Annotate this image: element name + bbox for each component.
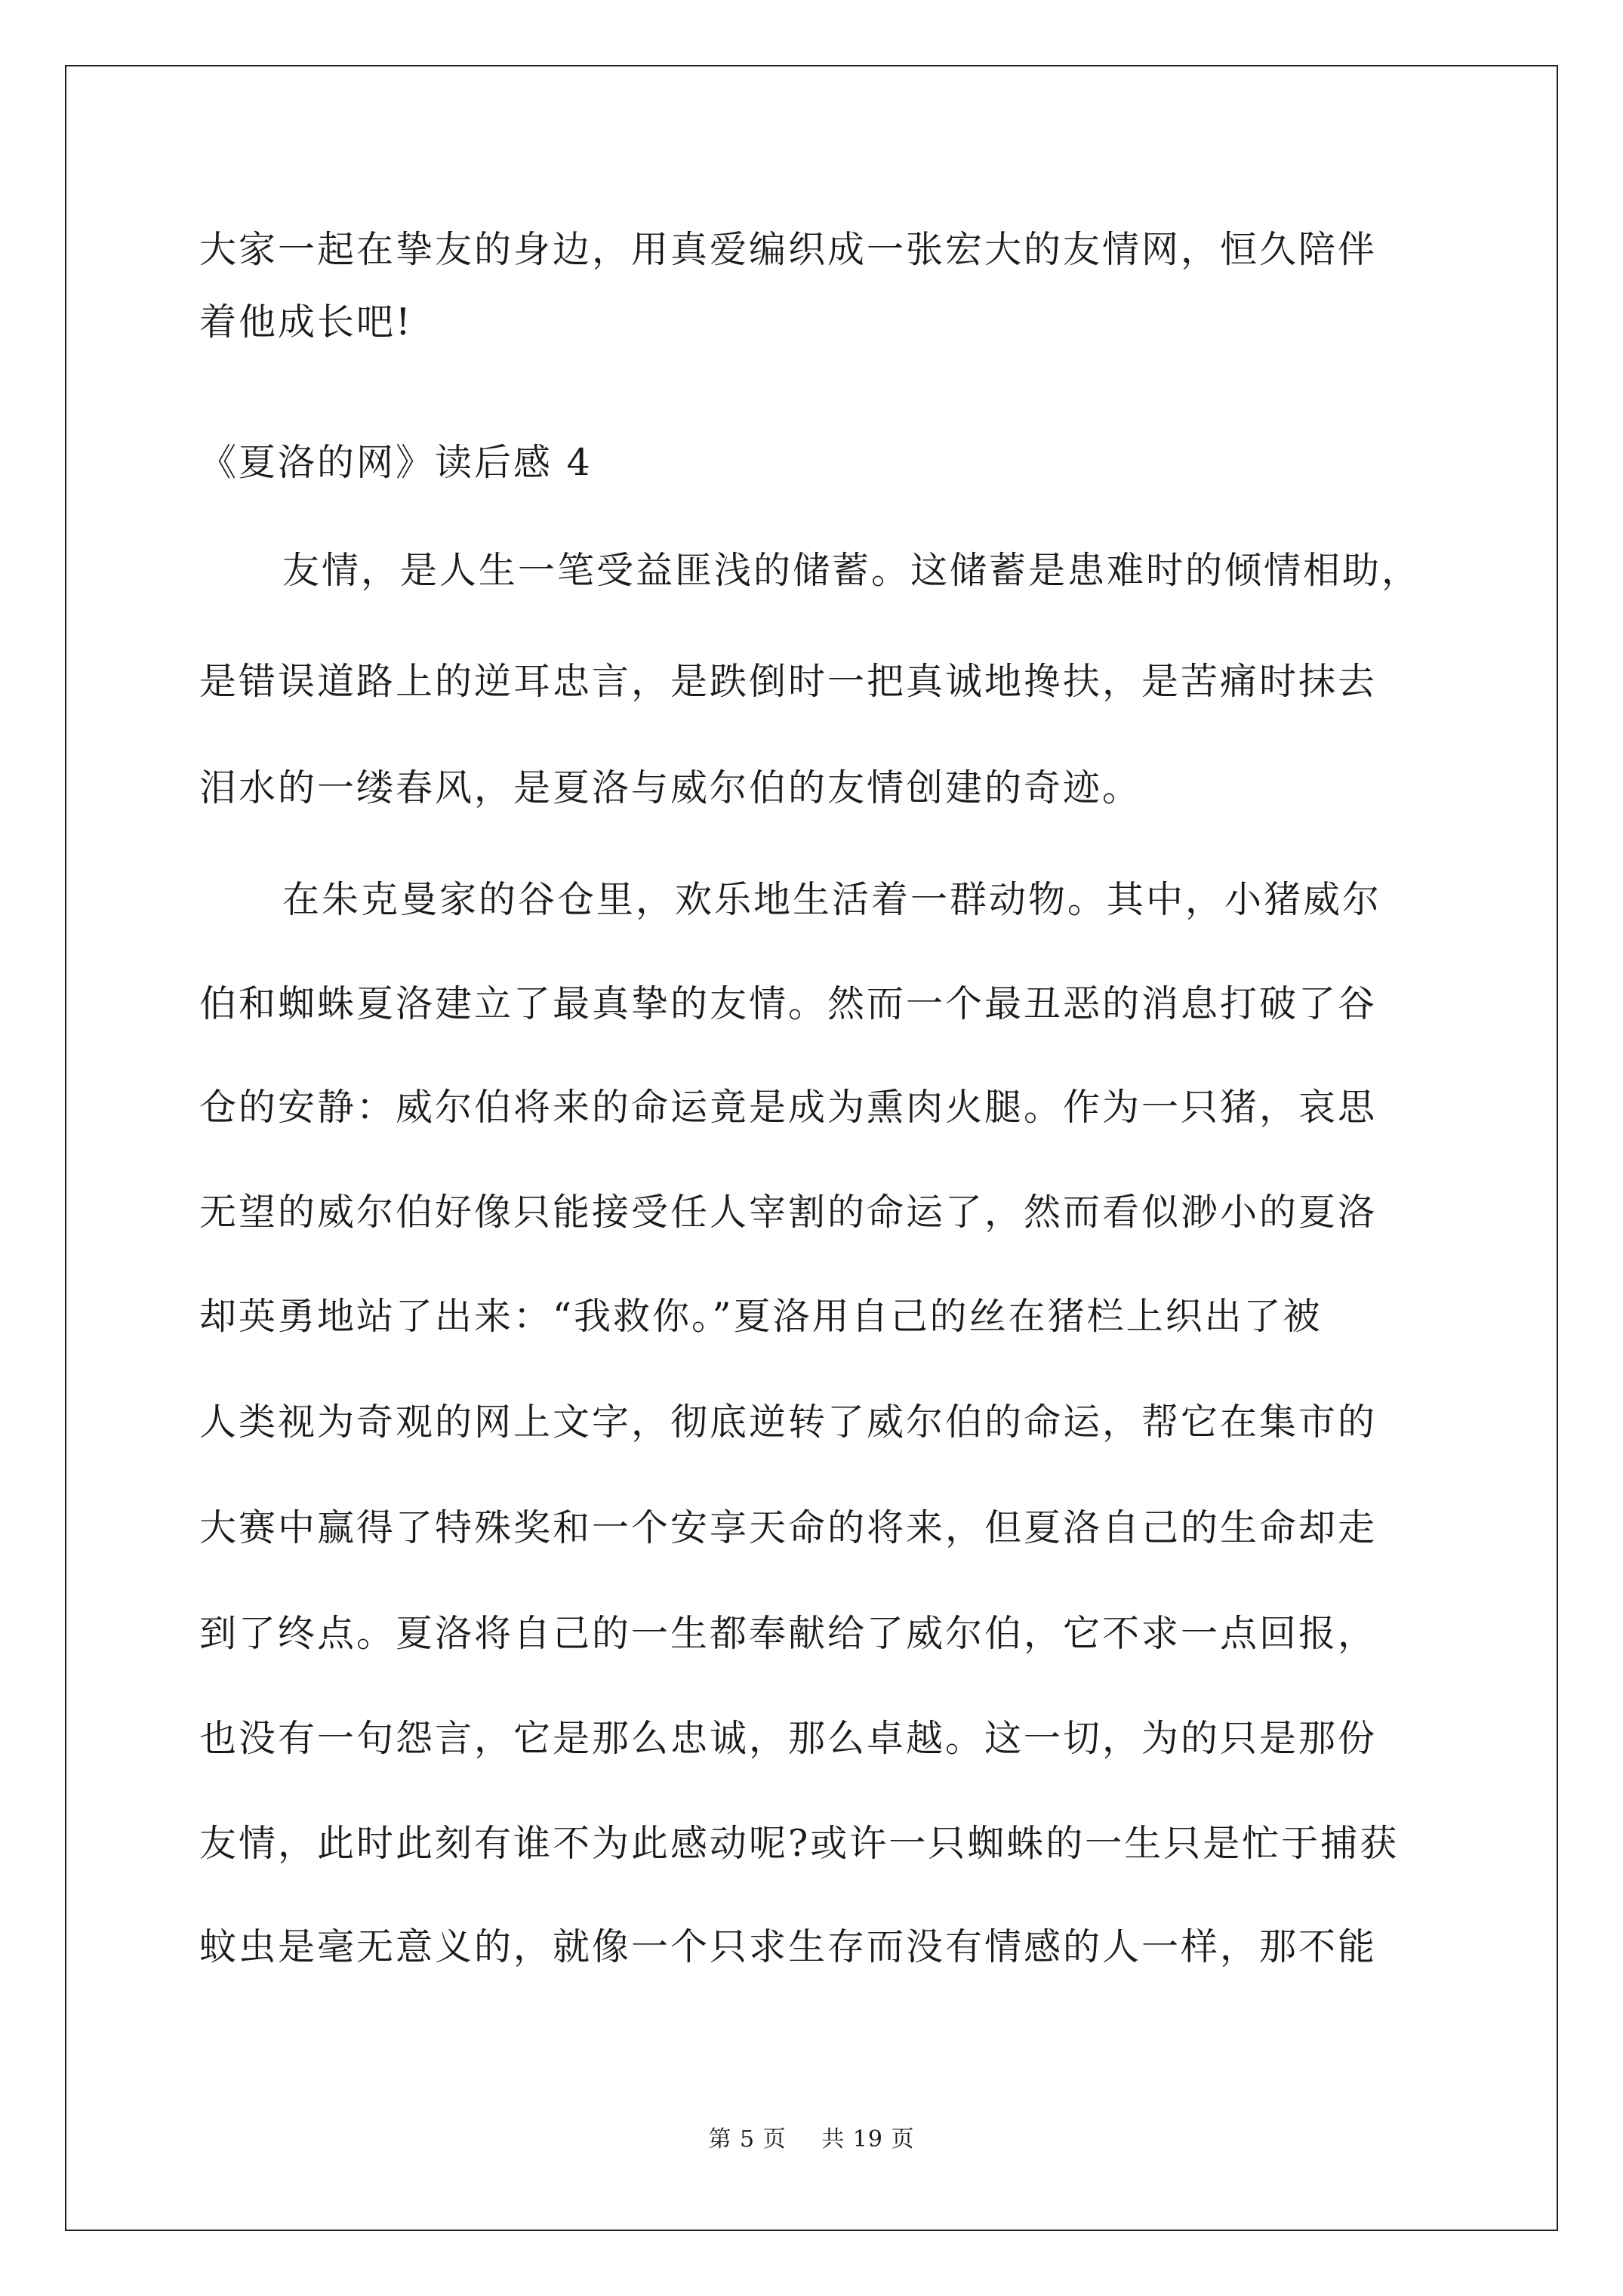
text-line: 在朱克曼家的谷仓里，欢乐地生活着一群动物。其中，小猪威尔 [282, 878, 1382, 921]
page-number: 第 5 页 [708, 2126, 787, 2153]
text-line: 人类视为奇观的网上文字，彻底逆转了威尔伯的命运，帮它在集市的 [199, 1401, 1378, 1444]
text-line: 到了终点。夏洛将自己的一生都奉献给了威尔伯，它不求一点回报， [199, 1612, 1378, 1655]
page-border [65, 65, 1558, 2231]
text-line: 大赛中赢得了特殊奖和一个安享天命的将来，但夏洛自己的生命却走 [199, 1506, 1378, 1549]
text-line: 却英勇地站了出来：“我救你。”夏洛用自己的丝在猪栏上织出了被 [199, 1295, 1323, 1338]
page-footer [0, 2125, 1623, 2155]
text-line: 着他成长吧! [199, 300, 413, 344]
text-line: 也没有一句怨言，它是那么忠诚，那么卓越。这一切，为的只是那份 [199, 1717, 1378, 1760]
text-line: 无望的威尔伯好像只能接受任人宰割的命运了，然而看似渺小的夏洛 [199, 1191, 1378, 1234]
text-line: 大家一起在挚友的身边，用真爱编织成一张宏大的友情网，恒久陪伴 [199, 228, 1378, 271]
text-line: 仓的安静：威尔伯将来的命运竟是成为熏肉火腿。作为一只猪，哀思 [199, 1086, 1378, 1129]
text-line: 友情，此时此刻有谁不为此感动呢?或许一只蜘蛛的一生只是忙于捕获 [199, 1822, 1400, 1865]
text-line: 蚊虫是毫无意义的，就像一个只求生存而没有情感的人一样，那不能 [199, 1925, 1378, 1968]
text-line: 泪水的一缕春风，是夏洛与威尔伯的友情创建的奇迹。 [199, 766, 1142, 809]
section-heading: 《夏洛的网》读后感 4 [199, 441, 593, 484]
text-line: 是错误道路上的逆耳忠言，是跌倒时一把真诚地搀扶，是苦痛时抹去 [199, 660, 1378, 703]
text-line: 伯和蜘蛛夏洛建立了最真挚的友情。然而一个最丑恶的消息打破了谷 [199, 982, 1378, 1025]
text-line: 友情，是人生一笔受益匪浅的储蓄。这储蓄是患难时的倾情相助， [282, 549, 1421, 592]
page-total: 共 19 页 [821, 2126, 915, 2153]
